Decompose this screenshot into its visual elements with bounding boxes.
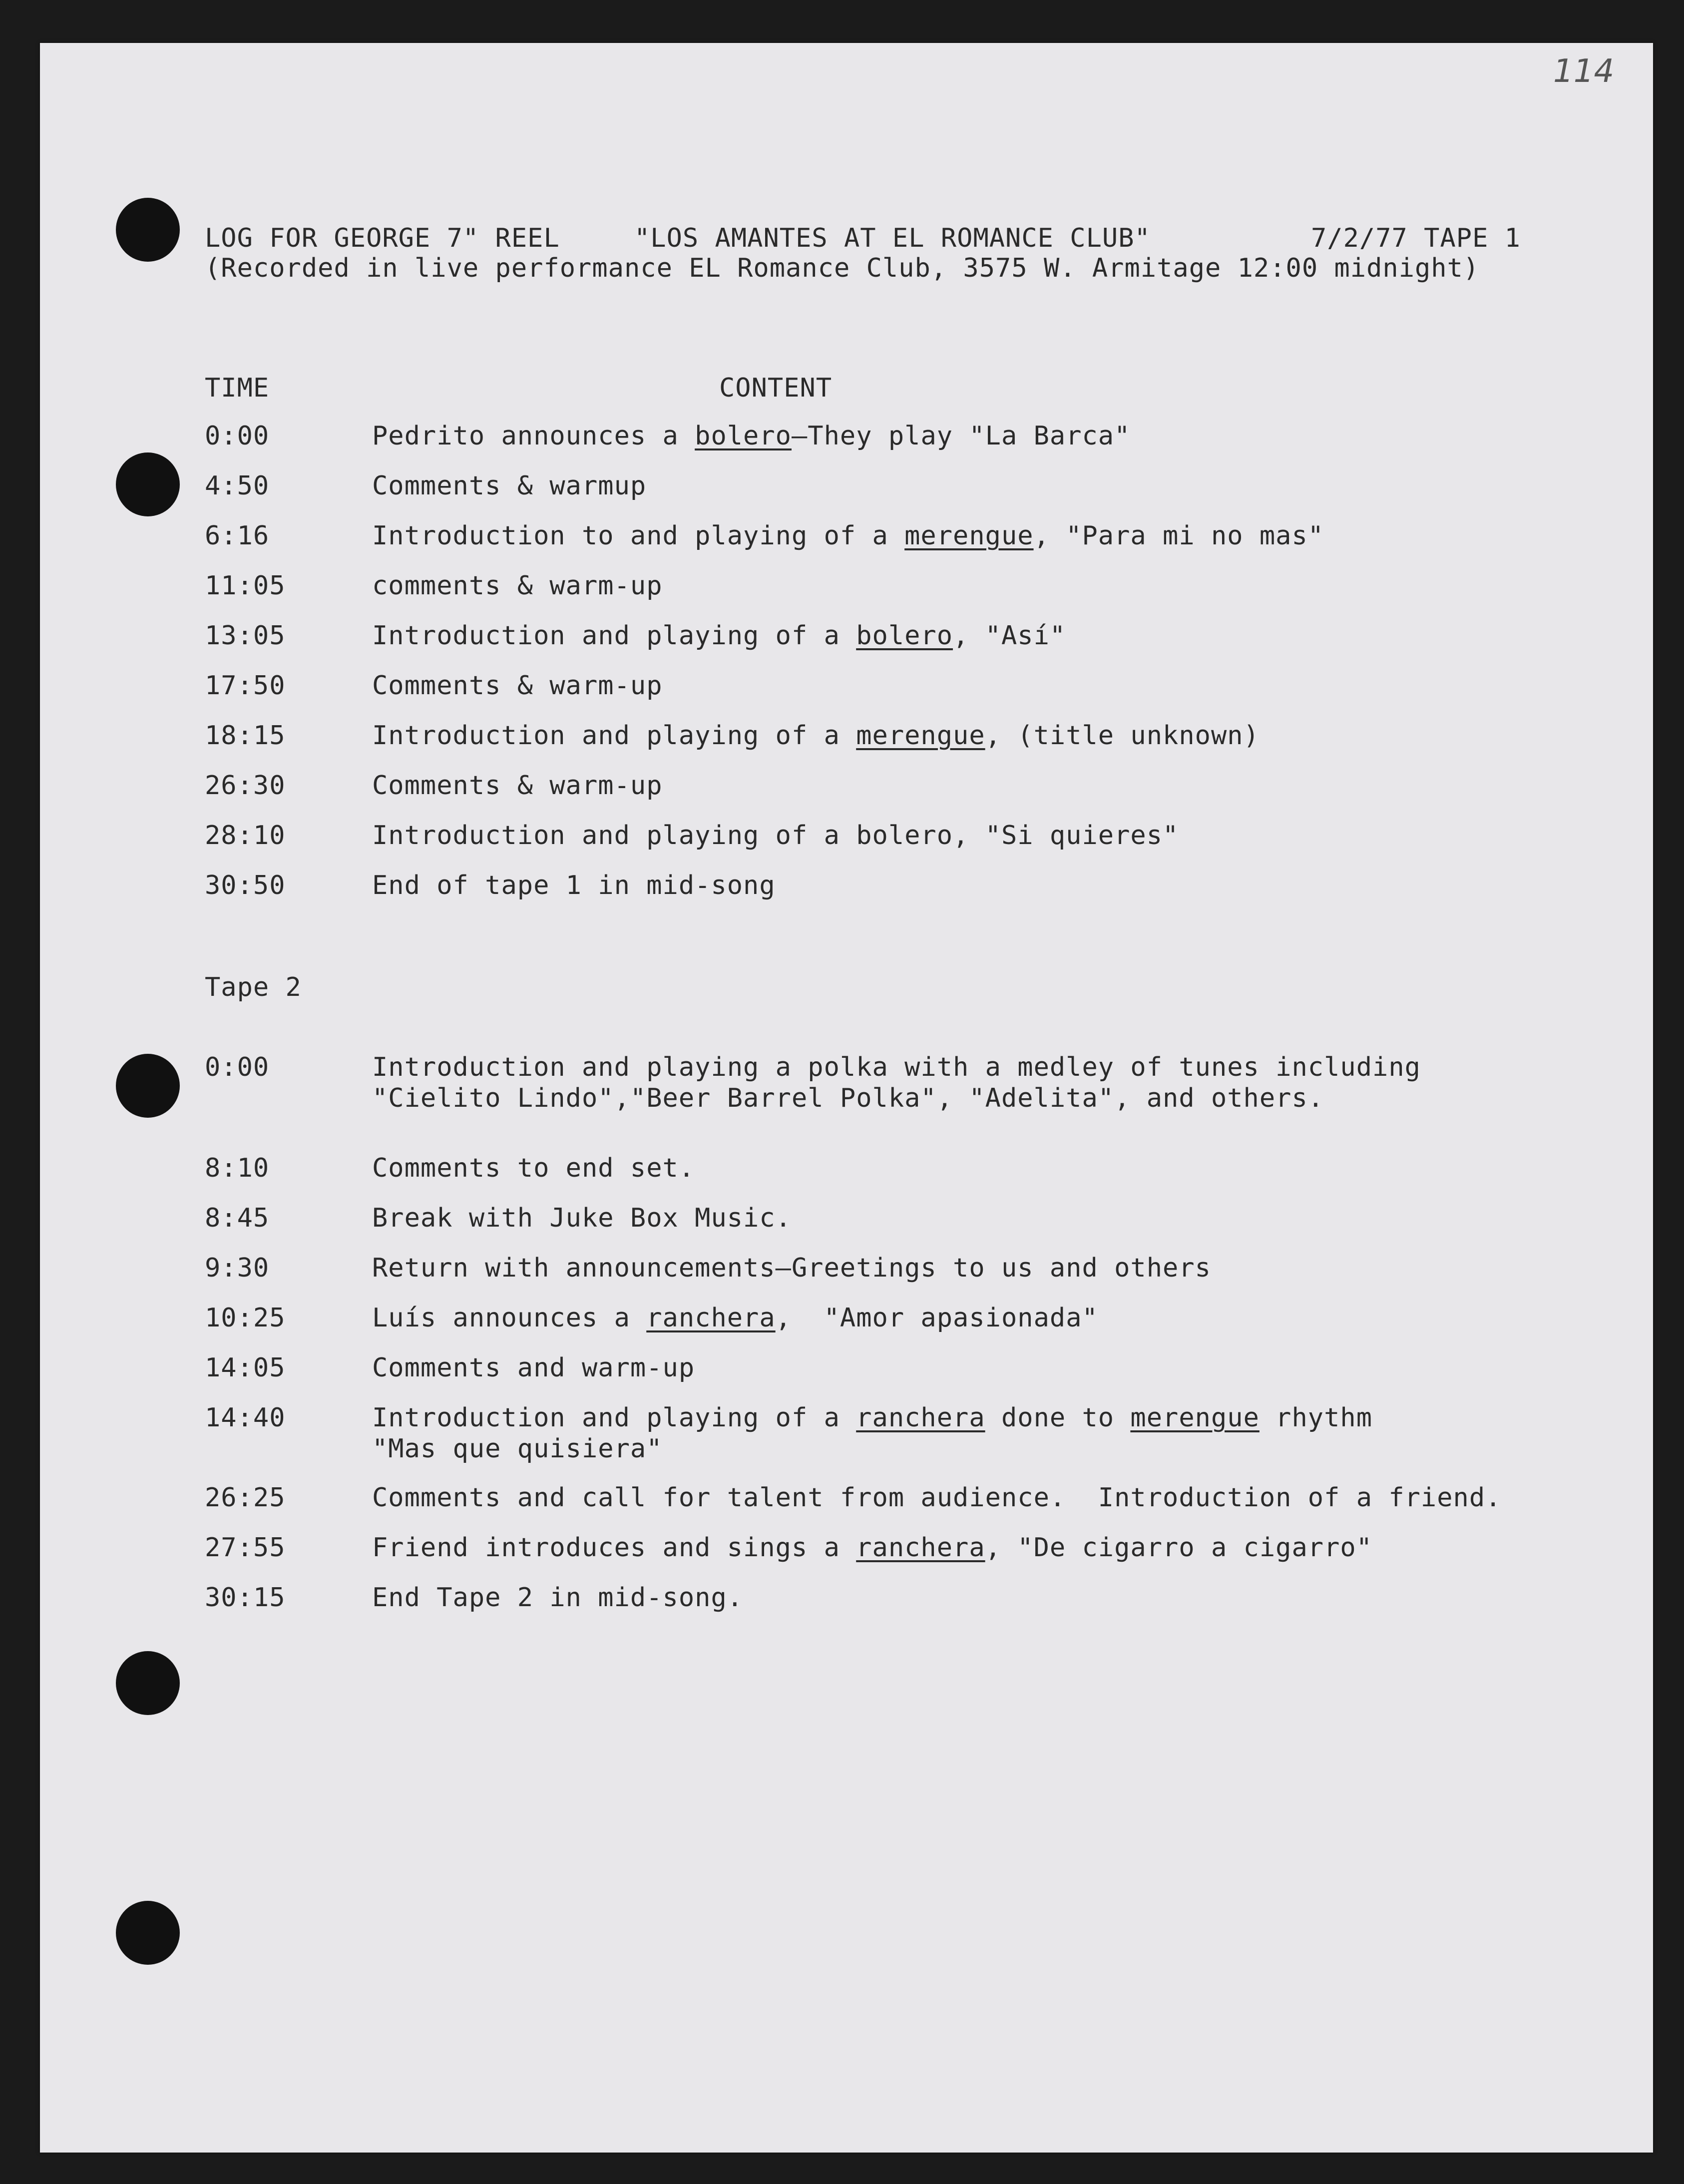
genre-underlined: ranchera: [856, 1533, 985, 1563]
log-time: 9:30: [205, 1253, 270, 1283]
genre-underlined: merengue: [1130, 1403, 1260, 1433]
log-entry: [40, 1153, 1653, 1184]
log-time: 17:50: [205, 671, 286, 701]
log-content: [372, 1253, 1211, 1284]
log-time: 28:10: [205, 821, 286, 851]
content-text: Introduction and playing of a: [372, 721, 856, 751]
header-recording-note: (Recorded in live performance EL Romance Club, 3575 W. Armitage 12:00 midnight): [205, 253, 1480, 283]
content-text: done to: [985, 1403, 1131, 1433]
log-entry: [40, 421, 1653, 451]
genre-underlined: ranchera: [646, 1303, 776, 1333]
content-text: Comments and warm-up: [372, 1353, 695, 1383]
log-entry: [40, 1482, 1653, 1513]
content-text: Comments to end set.: [372, 1153, 695, 1183]
binder-hole-1: [116, 198, 180, 262]
content-text: , "Así": [953, 621, 1066, 651]
log-time: 8:45: [205, 1203, 270, 1233]
log-time: 0:00: [205, 421, 270, 451]
document-page: [40, 43, 1653, 2153]
log-content: [372, 1402, 1372, 1433]
genre-underlined: bolero: [856, 621, 953, 651]
genre-underlined: bolero: [695, 421, 792, 451]
log-time: 11:05: [205, 571, 286, 601]
log-content: [372, 1532, 1372, 1563]
log-entry: [40, 770, 1653, 801]
content-text: Introduction to and playing of a: [372, 521, 905, 551]
content-text: Return with announcements—Greetings to us and others: [372, 1253, 1211, 1283]
log-time: 27:55: [205, 1533, 286, 1563]
log-entry: [40, 1402, 1653, 1464]
log-time: 8:10: [205, 1153, 270, 1183]
log-content: [372, 1052, 1421, 1083]
log-content: [372, 1482, 1501, 1513]
content-text: , "Para mi no mas": [1033, 521, 1324, 551]
content-text: Introduction and playing of a: [372, 1403, 856, 1433]
log-entry: [40, 1352, 1653, 1383]
log-entry: [40, 1582, 1653, 1613]
log-content: [372, 620, 1066, 651]
log-entry: [40, 1203, 1653, 1234]
content-text: Comments & warm-up: [372, 771, 663, 801]
log-content: [372, 520, 1324, 551]
log-content: [372, 570, 663, 601]
content-text: Introduction and playing of a bolero, "Si quieres": [372, 821, 1179, 851]
genre-underlined: merengue: [856, 721, 985, 751]
column-header-content: CONTENT: [719, 373, 833, 403]
log-content: [372, 820, 1179, 851]
tape2-label: Tape 2: [205, 972, 302, 1002]
log-content-continued: "Mas que quisiera": [372, 1434, 663, 1464]
log-entry: [40, 820, 1653, 851]
log-content: [372, 670, 663, 701]
content-text: Friend introduces and sings a: [372, 1533, 856, 1563]
content-text: Pedrito announces a: [372, 421, 695, 451]
log-entry: [40, 620, 1653, 651]
genre-underlined: merengue: [904, 521, 1034, 551]
log-entry: [40, 1052, 1653, 1113]
log-time: 18:15: [205, 721, 286, 751]
log-content: [372, 1352, 695, 1383]
log-time: 14:40: [205, 1403, 286, 1433]
log-time: 26:25: [205, 1483, 286, 1513]
log-entry: [40, 870, 1653, 901]
content-text: End of tape 1 in mid-song: [372, 871, 776, 900]
content-text: rhythm: [1259, 1403, 1373, 1433]
log-entry: [40, 720, 1653, 751]
log-time: 0:00: [205, 1052, 270, 1082]
content-text: Introduction and playing a polka with a medley of tunes including: [372, 1052, 1421, 1082]
content-text: , "De cigarro a cigarro": [985, 1533, 1373, 1563]
log-time: 14:05: [205, 1353, 286, 1383]
content-text: Comments & warm-up: [372, 671, 663, 701]
content-text: Break with Juke Box Music.: [372, 1203, 792, 1233]
log-time: 4:50: [205, 471, 270, 501]
log-entry: [40, 520, 1653, 551]
content-text: End Tape 2 in mid-song.: [372, 1583, 744, 1613]
column-header-time: TIME: [205, 373, 270, 403]
page-number: 114: [1553, 53, 1615, 90]
log-content: [372, 870, 776, 901]
log-content: [372, 1582, 743, 1613]
log-time: 6:16: [205, 521, 270, 551]
log-content: [372, 770, 663, 801]
log-content: [372, 720, 1260, 751]
content-text: , "Amor apasionada": [775, 1303, 1098, 1333]
log-time: 10:25: [205, 1303, 286, 1333]
header-date-tape: 7/2/77 TAPE 1: [1311, 223, 1521, 253]
log-time: 26:30: [205, 771, 286, 801]
binder-hole-4: [116, 1651, 180, 1715]
content-text: Luís announces a: [372, 1303, 647, 1333]
log-entry: [40, 570, 1653, 601]
content-text: Comments and call for talent from audience. Introduction of a friend.: [372, 1483, 1502, 1513]
log-entry: [40, 1532, 1653, 1563]
log-content: [372, 1153, 695, 1184]
content-text: comments & warm-up: [372, 571, 663, 601]
genre-underlined: ranchera: [856, 1403, 985, 1433]
content-text: Comments & warmup: [372, 471, 647, 501]
log-content: [372, 421, 1130, 451]
content-text: , (title unknown): [985, 721, 1260, 751]
log-content: [372, 470, 646, 501]
log-entry: [40, 670, 1653, 701]
log-entry: [40, 470, 1653, 501]
log-time: 30:15: [205, 1583, 286, 1613]
log-content: [372, 1203, 792, 1234]
log-time: 13:05: [205, 621, 286, 651]
log-time: 30:50: [205, 871, 286, 900]
log-content-continued: "Cielito Lindo","Beer Barrel Polka", "Adelita", and others.: [372, 1083, 1324, 1113]
log-entry: [40, 1303, 1653, 1333]
binder-hole-5: [116, 1901, 180, 1965]
log-content: [372, 1303, 1098, 1333]
header-title: "LOS AMANTES AT EL ROMANCE CLUB": [634, 223, 1151, 253]
content-text: —They play "La Barca": [791, 421, 1131, 451]
log-entry: [40, 1253, 1653, 1284]
header-left: LOG FOR GEORGE 7" REEL: [205, 223, 560, 253]
content-text: Introduction and playing of a: [372, 621, 856, 651]
